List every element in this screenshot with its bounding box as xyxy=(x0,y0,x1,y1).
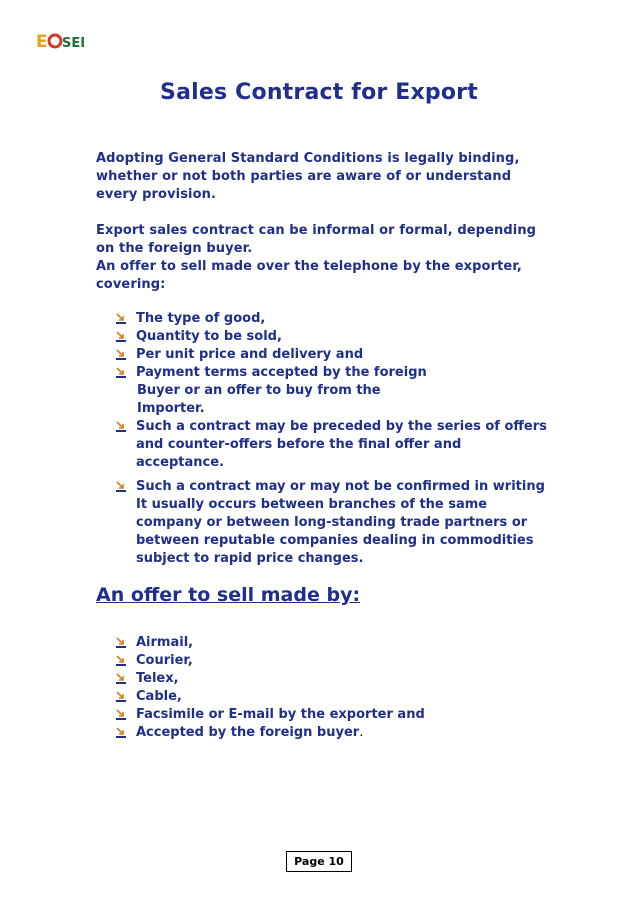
bullet-arrow-icon xyxy=(115,481,127,493)
list-item: Facsimile or E-mail by the exporter and xyxy=(112,706,425,724)
bullet-arrow-icon xyxy=(115,727,127,739)
list-item: Accepted by the foreign buyer. xyxy=(112,724,425,742)
note-line: It usually occurs between branches of the same xyxy=(136,497,488,512)
list-item: Airmail, xyxy=(112,634,425,652)
export-line: covering: xyxy=(96,277,166,292)
note-line: company or between long-standing trade partners or xyxy=(136,515,528,530)
bullet-arrow-icon xyxy=(115,331,127,343)
list-item: Such a contract may or may not be confirmed in writing xyxy=(112,478,545,496)
page-title: Sales Contract for Export xyxy=(160,80,478,105)
list-item: Payment terms accepted by the foreign xyxy=(112,364,427,382)
list-continuation: Buyer or an offer to buy from the xyxy=(137,383,381,398)
section-heading: An offer to sell made by: xyxy=(96,584,361,606)
bullet-arrow-icon xyxy=(115,637,127,649)
bullet-arrow-icon xyxy=(115,349,127,361)
note-preceded xyxy=(112,418,547,472)
note-confirmed xyxy=(112,478,545,568)
export-paragraph xyxy=(96,222,536,294)
eosei-logo xyxy=(36,30,98,52)
list-item: Cable, xyxy=(112,688,425,706)
bullet-arrow-icon xyxy=(115,655,127,667)
export-line: on the foreign buyer. xyxy=(96,241,253,256)
trailing-period: . xyxy=(359,725,364,740)
note-line: subject to rapid price changes. xyxy=(136,551,364,566)
note-line: acceptance. xyxy=(136,455,225,470)
bullet-arrow-icon xyxy=(115,313,127,325)
list-item: The type of good, xyxy=(112,310,427,328)
export-line: Export sales contract can be informal or formal, depending xyxy=(96,223,537,238)
bullet-arrow-icon xyxy=(115,367,127,379)
channel-list xyxy=(112,634,425,742)
bullet-arrow-icon xyxy=(115,691,127,703)
note-line: and counter-offers before the final offer and xyxy=(136,437,462,452)
list-item: Per unit price and delivery and xyxy=(112,346,427,364)
intro-line: Adopting General Standard Conditions is legally binding, xyxy=(96,151,520,166)
intro-paragraph xyxy=(96,150,536,204)
bullet-arrow-icon xyxy=(115,709,127,721)
covering-list xyxy=(112,310,427,418)
svg-text:E: E xyxy=(36,32,48,52)
export-line: An offer to sell made over the telephone by the exporter, xyxy=(96,259,522,274)
list-item: Such a contract may be preceded by the series of offers xyxy=(112,418,547,436)
bullet-arrow-icon xyxy=(115,421,127,433)
svg-text:SEI: SEI xyxy=(62,36,86,51)
list-item: Telex, xyxy=(112,670,425,688)
bullet-arrow-icon xyxy=(115,673,127,685)
intro-line: every provision. xyxy=(96,187,217,202)
list-item: Courier, xyxy=(112,652,425,670)
note-line: between reputable companies dealing in commodities xyxy=(136,533,534,548)
page-number-box: Page 10 xyxy=(286,851,352,872)
intro-line: whether or not both parties are aware of or understand xyxy=(96,169,512,184)
list-continuation: Importer. xyxy=(137,401,205,416)
list-item: Quantity to be sold, xyxy=(112,328,427,346)
